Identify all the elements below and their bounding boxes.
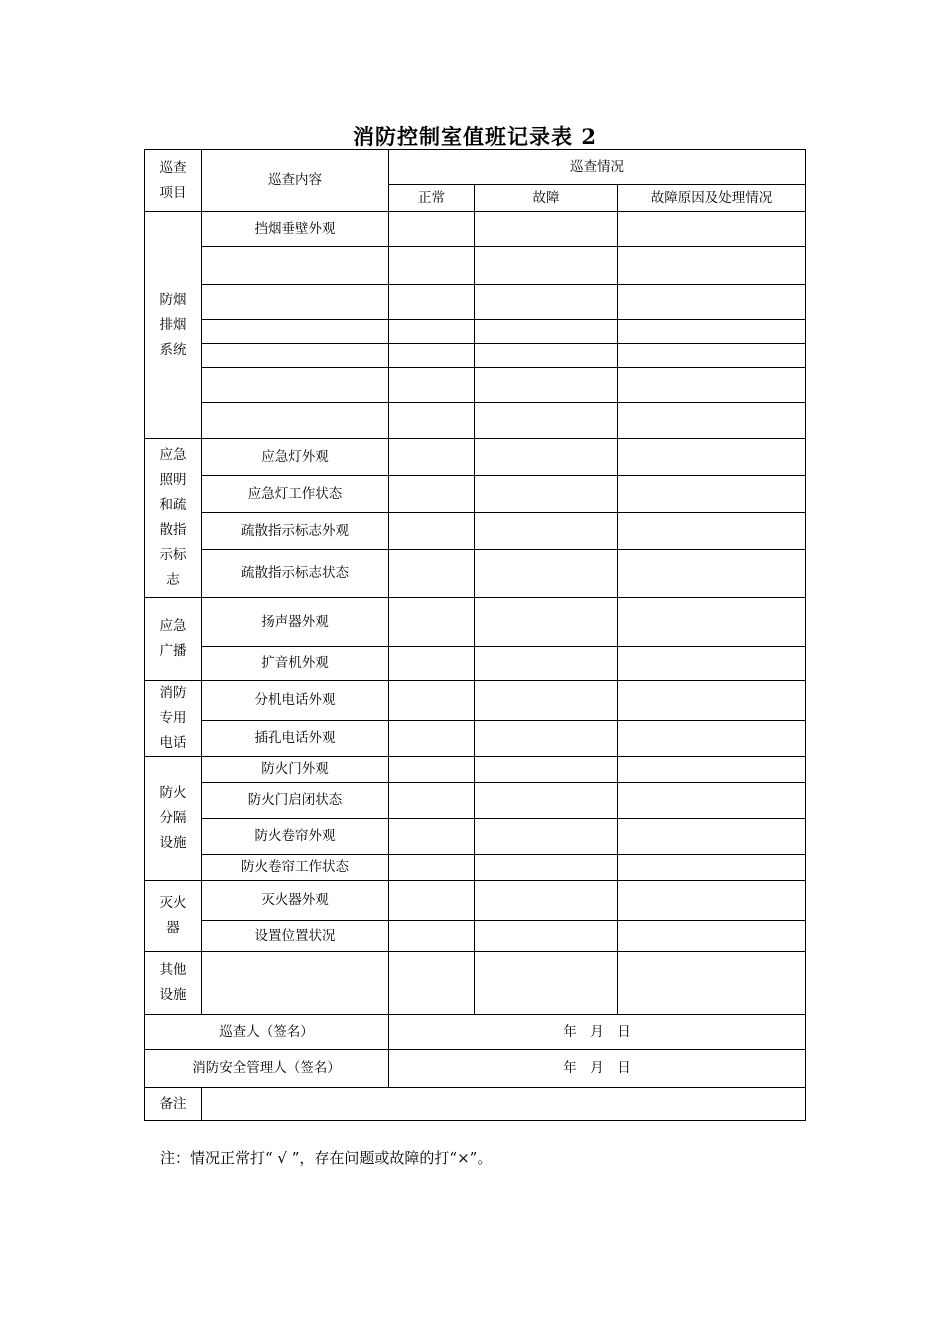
cell-reason[interactable] — [618, 439, 806, 476]
cell-normal[interactable] — [389, 681, 475, 721]
cell-reason[interactable] — [618, 681, 806, 721]
cell-fault[interactable] — [475, 344, 618, 368]
cell-reason[interactable] — [618, 403, 806, 439]
cell-normal[interactable] — [389, 285, 475, 320]
item-content: 灭火器外观 — [202, 881, 389, 921]
item-content: 防火卷帘工作状态 — [202, 855, 389, 881]
inspector-signature-label: 巡查人（签名） — [145, 1015, 389, 1050]
manager-signature-label: 消防安全管理人（签名） — [145, 1050, 389, 1088]
cell-fault[interactable] — [475, 783, 618, 819]
cell-reason[interactable] — [618, 476, 806, 513]
item-content — [202, 368, 389, 403]
item-content — [202, 320, 389, 344]
cell-fault[interactable] — [475, 476, 618, 513]
inspector-signature-date[interactable]: 年 月 日 — [389, 1015, 806, 1050]
cell-normal[interactable] — [389, 513, 475, 550]
cell-normal[interactable] — [389, 952, 475, 1015]
cell-reason[interactable] — [618, 513, 806, 550]
cell-normal[interactable] — [389, 439, 475, 476]
item-content: 扩音机外观 — [202, 647, 389, 681]
group-label-other-facilities: 其他 设施 — [145, 952, 202, 1015]
cell-fault[interactable] — [475, 247, 618, 285]
cell-fault[interactable] — [475, 368, 618, 403]
cell-normal[interactable] — [389, 368, 475, 403]
cell-normal[interactable] — [389, 881, 475, 921]
cell-fault[interactable] — [475, 647, 618, 681]
cell-fault[interactable] — [475, 720, 618, 756]
form-title: 消防控制室值班记录表 2 — [353, 124, 597, 149]
group-label-extinguisher: 灭火 器 — [145, 881, 202, 952]
item-content — [202, 952, 389, 1015]
cell-fault[interactable] — [475, 550, 618, 598]
cell-fault[interactable] — [475, 212, 618, 247]
cell-fault[interactable] — [475, 513, 618, 550]
cell-normal[interactable] — [389, 320, 475, 344]
item-content — [202, 285, 389, 320]
item-content: 挡烟垂壁外观 — [202, 212, 389, 247]
cell-normal[interactable] — [389, 819, 475, 855]
item-content: 分机电话外观 — [202, 681, 389, 721]
cell-reason[interactable] — [618, 783, 806, 819]
group-label-smoke-control: 防烟 排烟 系统 — [145, 212, 202, 439]
cell-fault[interactable] — [475, 952, 618, 1015]
group-label-fire-telephone: 消防 专用 电话 — [145, 681, 202, 757]
group-label-fire-separation: 防火 分隔 设施 — [145, 757, 202, 881]
remarks-field[interactable] — [202, 1088, 806, 1121]
cell-fault[interactable] — [475, 757, 618, 783]
cell-normal[interactable] — [389, 921, 475, 952]
cell-reason[interactable] — [618, 550, 806, 598]
cell-reason[interactable] — [618, 285, 806, 320]
cell-fault[interactable] — [475, 439, 618, 476]
item-content: 应急灯工作状态 — [202, 476, 389, 513]
duty-record-table — [144, 149, 806, 1121]
footnote: 注：情况正常打“ √ ”，存在问题或故障的打“×”。 — [160, 1149, 493, 1167]
cell-reason[interactable] — [618, 212, 806, 247]
header-inspection-status: 巡查情况 — [389, 150, 806, 185]
item-content: 疏散指示标志状态 — [202, 550, 389, 598]
cell-normal[interactable] — [389, 403, 475, 439]
cell-fault[interactable] — [475, 681, 618, 721]
cell-reason[interactable] — [618, 344, 806, 368]
header-fault: 故障 — [475, 185, 618, 212]
cell-reason[interactable] — [618, 647, 806, 681]
cell-normal[interactable] — [389, 476, 475, 513]
item-content — [202, 344, 389, 368]
item-content: 防火门启闭状态 — [202, 783, 389, 819]
cell-reason[interactable] — [618, 881, 806, 921]
header-normal: 正常 — [389, 185, 475, 212]
cell-normal[interactable] — [389, 855, 475, 881]
item-content: 插孔电话外观 — [202, 720, 389, 756]
cell-reason[interactable] — [618, 921, 806, 952]
cell-normal[interactable] — [389, 550, 475, 598]
item-content: 防火卷帘外观 — [202, 819, 389, 855]
cell-reason[interactable] — [618, 855, 806, 881]
cell-reason[interactable] — [618, 757, 806, 783]
cell-normal[interactable] — [389, 212, 475, 247]
manager-signature-date[interactable]: 年 月 日 — [389, 1050, 806, 1088]
cell-normal[interactable] — [389, 247, 475, 285]
cell-normal[interactable] — [389, 598, 475, 647]
cell-normal[interactable] — [389, 783, 475, 819]
item-content: 防火门外观 — [202, 757, 389, 783]
item-content: 设置位置状况 — [202, 921, 389, 952]
cell-fault[interactable] — [475, 819, 618, 855]
header-fault-reason: 故障原因及处理情况 — [618, 185, 806, 212]
cell-normal[interactable] — [389, 720, 475, 756]
cell-fault[interactable] — [475, 320, 618, 344]
cell-reason[interactable] — [618, 720, 806, 756]
cell-reason[interactable] — [618, 819, 806, 855]
item-content — [202, 403, 389, 439]
item-content: 应急灯外观 — [202, 439, 389, 476]
cell-fault[interactable] — [475, 598, 618, 647]
cell-reason[interactable] — [618, 952, 806, 1015]
cell-reason[interactable] — [618, 320, 806, 344]
header-inspection-content: 巡查内容 — [202, 150, 389, 212]
cell-reason[interactable] — [618, 368, 806, 403]
item-content: 疏散指示标志外观 — [202, 513, 389, 550]
group-label-emergency-lighting: 应急 照明 和疏 散指 示标 志 — [145, 439, 202, 598]
cell-normal[interactable] — [389, 757, 475, 783]
item-content: 扬声器外观 — [202, 598, 389, 647]
cell-reason[interactable] — [618, 598, 806, 647]
item-content — [202, 247, 389, 285]
cell-fault[interactable] — [475, 403, 618, 439]
cell-fault[interactable] — [475, 285, 618, 320]
remarks-label: 备注 — [145, 1088, 202, 1121]
cell-fault[interactable] — [475, 881, 618, 921]
cell-fault[interactable] — [475, 855, 618, 881]
cell-normal[interactable] — [389, 647, 475, 681]
header-inspection-item: 巡查 项目 — [145, 150, 202, 212]
cell-reason[interactable] — [618, 247, 806, 285]
cell-normal[interactable] — [389, 344, 475, 368]
cell-fault[interactable] — [475, 921, 618, 952]
group-label-emergency-broadcast: 应急 广播 — [145, 598, 202, 681]
